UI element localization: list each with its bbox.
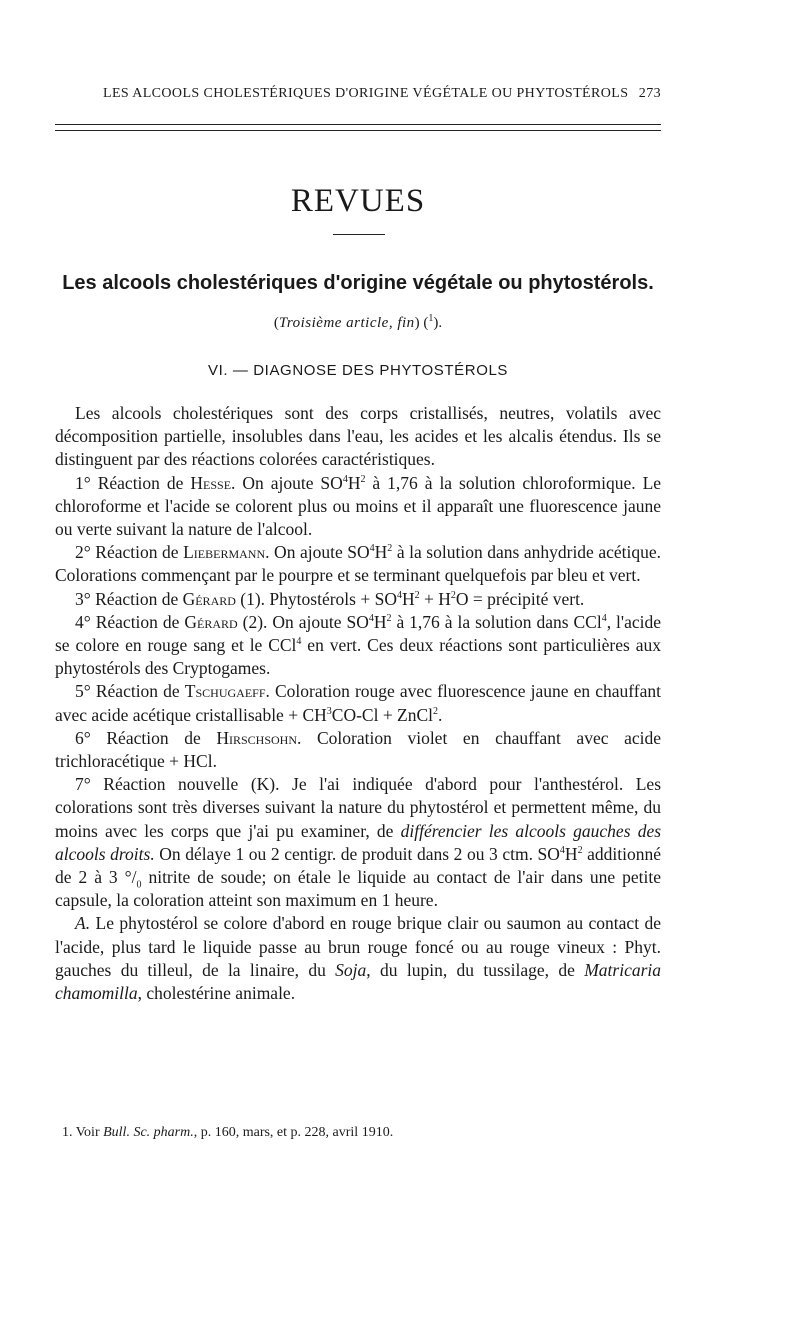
section-heading: VI. — DIAGNOSE DES PHYTOSTÉROLS <box>207 362 509 379</box>
reaction-7: 7° Réaction nouvelle (K). Je l'ai indiquée d'abord pour l'anthestérol. Les colorations sont très diverses suivant la nature du phytostérol et permettent même, du moins avec les corps que j'ai pu examiner, de différencier les alcools gauches des alcools droits. On délaye 1 ou 2 centigr. de produit dans 2 ou 3 ctm. $SO^4H^2$ additionné de 2 à 3 $^\circ/_0$ nitrite de soude; on étale le liquide au contact de l'air dans une petite capsule, la coloration atteint son maximum en 1 heure. <box>55 774 662 911</box>
header-rule-bottom <box>55 130 661 131</box>
header-rule-top <box>55 124 661 125</box>
article-title: Les alcools cholestériques d'origine végétale ou phytostérols. <box>62 272 654 294</box>
article-subtitle: (Troisième article, fin) ($^1$). <box>273 313 443 331</box>
running-header <box>55 86 661 110</box>
running-title: LES ALCOOLS CHOLESTÉRIQUES D'ORIGINE VÉGÉTALE OU PHYTOSTÉROLS <box>103 86 629 101</box>
reaction-5: 5° Réaction de Tschugaeff. Coloration rouge avec fluorescence jaune en chauffant avec acide acétique cristallisable + $CH^3CO-Cl$ + ZnCl$^2$. <box>55 681 661 725</box>
reaction-3: 3° Réaction de Gérard (1). Phytostérols + $SO^4H^2 + H^2O$ = précipité vert. <box>75 588 585 609</box>
page-number: 273 <box>638 86 661 101</box>
subtitle-note-ref: 1 <box>428 313 434 324</box>
reaction-1: 1° Réaction de Hesse. On ajoute $SO^4H^2$ à 1,76 à la solution chloroformique. Le chloroforme et l'acide se colorent plus ou moins et il apparaît une fluorescence jaune ou verte suivant la nature de l'alcool. <box>55 472 662 540</box>
title-divider <box>333 234 385 235</box>
article-body <box>55 402 661 1005</box>
intro-paragraph: Les alcools cholestériques sont des corps cristallisés, neutres, volatils avec décomposition partielle, insolubles dans l'eau, les acides et les alcalis étendus. Ils se distinguent par des réactions colorées caractéristiques. <box>55 403 661 470</box>
reaction-4: 4° Réaction de Gérard (2). On ajoute $SO^4H^2$ à 1,76 à la solution dans CCl$^4$, l'acide se colore en rouge sang et le CCl$^4$ en vert. Ces deux réactions sont particulières aux phytostérols des Cryptogames. <box>55 611 661 679</box>
reaction-2: 2° Réaction de Liebermann. On ajoute $SO^4H^2$ à la solution dans anhydride acétique. Colorations commençant par le pourpre et se terminant quelquefois par bleu et vert. <box>55 542 662 586</box>
reaction-6: 6° Réaction de Hirschsohn. Coloration violet en chauffant avec acide trichloracétique + HCl. <box>55 727 662 772</box>
footnote: 1. Voir Bull. Sc. pharm., p. 160, mars, et p. 228, avril 1910. <box>62 1125 394 1140</box>
paragraph-a: A. Le phytostérol se colore d'abord en rouge brique clair ou saumon au contact de l'acide, plus tard le liquide passe au brun rouge foncé ou au rouge vineux : Phyt. gauches du tilleul, de la linaire, du Soja, du lupin, du tussilage, de Matricaria chamomilla, cholestérine animale. <box>55 913 662 1004</box>
subtitle-text: Troisième article, fin <box>278 315 415 331</box>
section-title: REVUES <box>290 183 426 219</box>
